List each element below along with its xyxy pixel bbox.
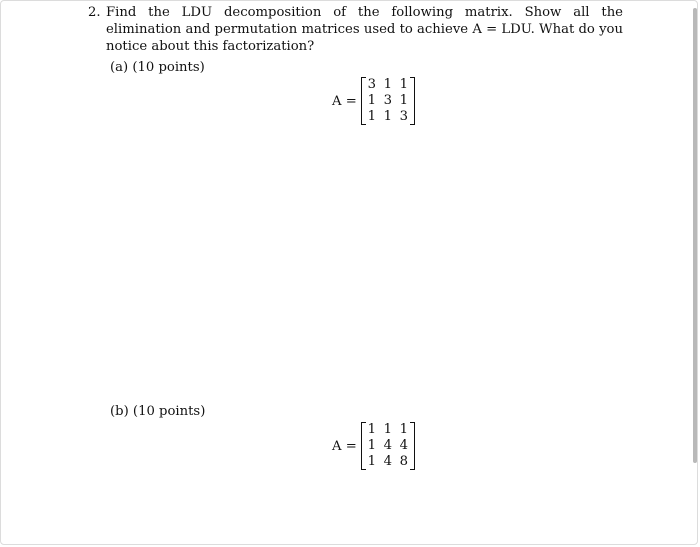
problem-number: 2. [88,5,101,20]
matrix-b [361,422,415,470]
scrollbar[interactable] [693,8,697,463]
problem-text: Find the LDU decomposition of the following matrix. Show all the elimination and permutation matrices used to achieve A = LDU. What do you notice about this factorization? [106,5,623,54]
matrix-cell: 1 [383,422,392,437]
matrix-equation-a [332,77,415,125]
matrix-cell: 3 [367,77,376,92]
matrix-cell: 4 [399,438,408,453]
matrix-cell: 1 [367,422,376,437]
matrix-cell: 4 [383,438,392,453]
problem-statement [88,4,623,55]
matrix-cell: 4 [383,454,392,469]
part-b-label: (b) (10 points) [110,404,206,419]
equation-lhs-a: A = [332,93,357,109]
matrix-cell: 1 [383,109,392,124]
matrix-cell: 1 [399,422,408,437]
part-a-label: (a) (10 points) [110,60,205,75]
matrix-cell: 8 [399,454,408,469]
matrix-cell: 3 [399,109,408,124]
matrix-a [361,77,415,125]
matrix-cell: 1 [383,77,392,92]
matrix-cell: 1 [367,454,376,469]
matrix-cell: 1 [399,93,408,108]
equation-lhs-b: A = [332,438,357,454]
matrix-cell: 3 [383,93,392,108]
matrix-cell: 1 [367,93,376,108]
matrix-cell: 1 [399,77,408,92]
matrix-cell: 1 [367,438,376,453]
matrix-cell: 1 [367,109,376,124]
matrix-equation-b [332,422,415,470]
